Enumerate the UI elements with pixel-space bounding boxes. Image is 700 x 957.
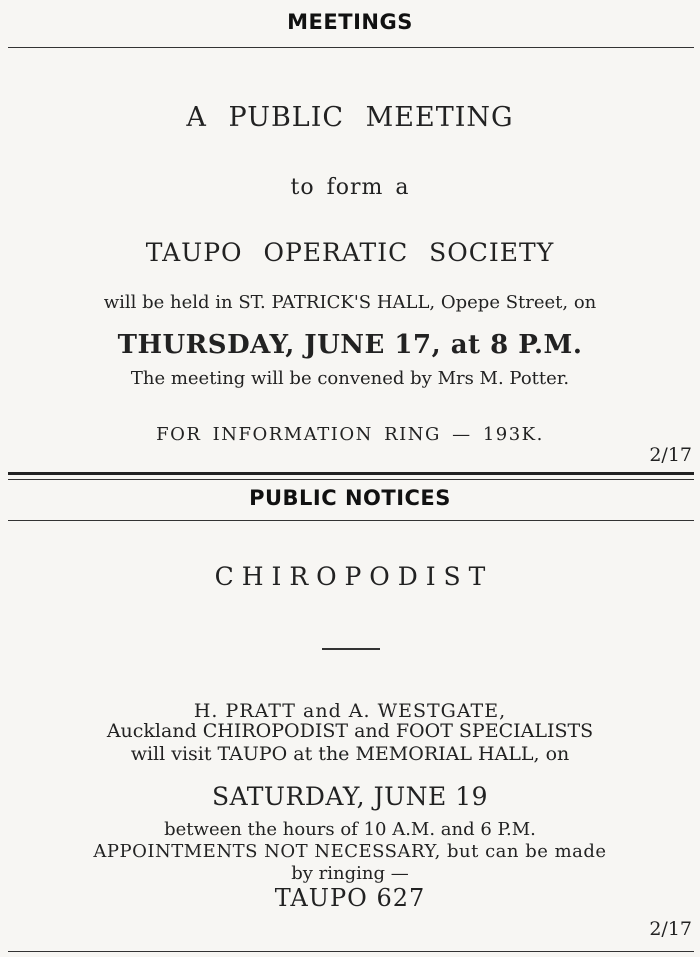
- ringing-line: by ringing —: [291, 863, 409, 884]
- section-divider-thin: [8, 479, 694, 480]
- public-meeting-title: A PUBLIC MEETING: [186, 102, 514, 133]
- society-name: TAUPO OPERATIC SOCIETY: [145, 238, 555, 267]
- hours-line: between the hours of 10 A.M. and 6 P.M.: [164, 819, 536, 840]
- specialists-line: Auckland CHIROPODIST and FOOT SPECIALISTS: [106, 720, 594, 742]
- section-divider: [8, 472, 694, 475]
- visit-date: SATURDAY, JUNE 19: [211, 782, 489, 811]
- notices-reference: 2/17: [649, 918, 692, 940]
- short-divider: [322, 648, 380, 650]
- appointments-line: APPOINTMENTS NOT NECESSARY, but can be made: [93, 841, 607, 862]
- visit-line: will visit TAUPO at the MEMORIAL HALL, on: [130, 743, 570, 765]
- public-notices-heading: PUBLIC NOTICES: [249, 486, 451, 510]
- meetings-reference: 2/17: [649, 444, 692, 466]
- information-line: FOR INFORMATION RING — 193K.: [156, 424, 544, 445]
- meeting-date: THURSDAY, JUNE 17, at 8 P.M.: [117, 330, 583, 360]
- chiropodist-title: C H I R O P O D I S T: [214, 562, 486, 591]
- public-notices-heading-rule: [8, 520, 694, 521]
- bottom-rule: [8, 951, 694, 952]
- to-form-line: to form a: [290, 175, 410, 200]
- phone-number: TAUPO 627: [274, 884, 426, 912]
- convener-line: The meeting will be convened by Mrs M. Potter.: [130, 368, 570, 389]
- venue-line: will be held in ST. PATRICK'S HALL, Opepe Street, on: [103, 292, 597, 313]
- practitioners-line: H. PRATT and A. WESTGATE,: [193, 700, 507, 722]
- meetings-heading-rule: [8, 47, 694, 48]
- meetings-heading: MEETINGS: [287, 10, 413, 34]
